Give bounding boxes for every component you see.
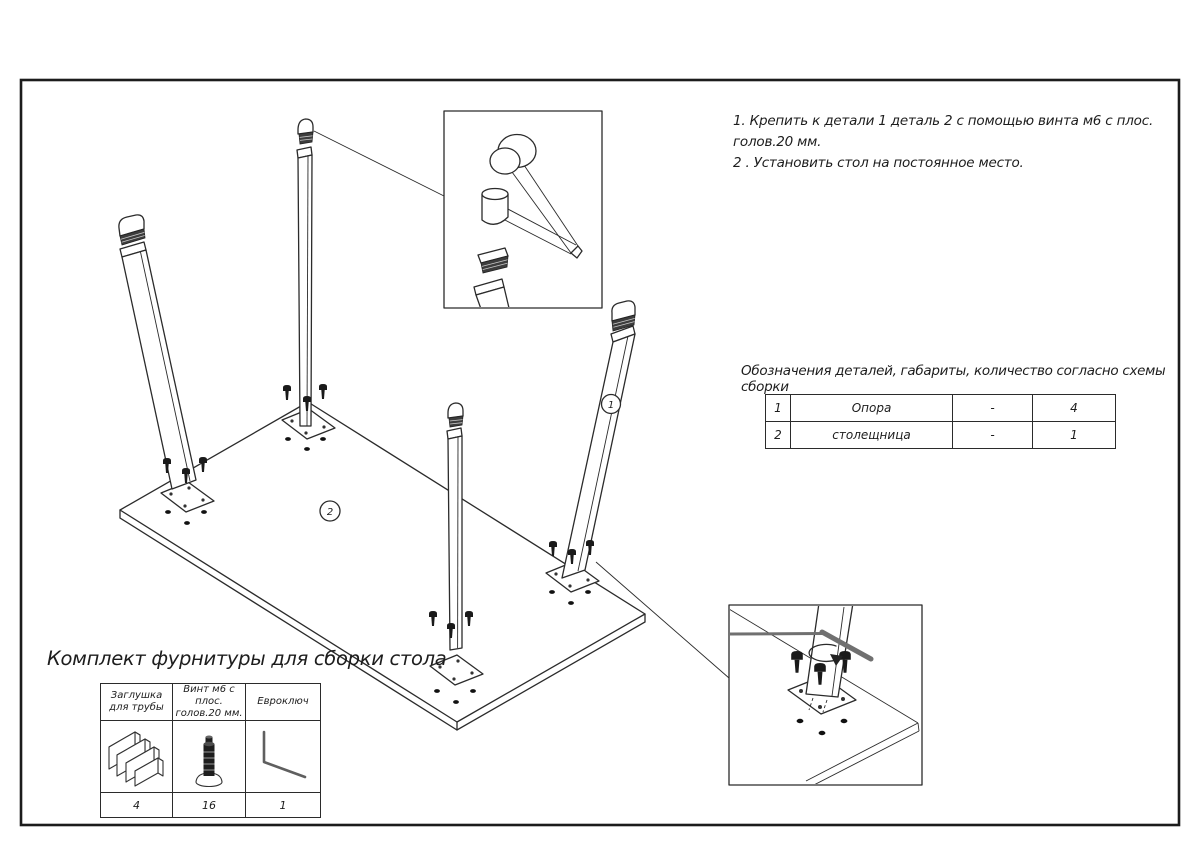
kit-col-label: Заглушка для трубы: [101, 684, 173, 721]
screw-icon: [319, 384, 327, 399]
part-dims: -: [953, 395, 1033, 422]
table-row: [101, 684, 321, 721]
svg-text:1: 1: [607, 400, 615, 411]
instruction-step-1: 1. Крепить к детали 1 деталь 2 с помощью винта м6 с плос. голов.20 мм.: [733, 113, 1154, 150]
parts-table-caption: Обозначения деталей, габариты, количество согласно схемы сборки: [741, 363, 1166, 395]
kit-qty: 4: [101, 793, 173, 818]
parts-table: [765, 394, 1116, 449]
hardware-kit-title: Комплект фурнитуры для сборки стола: [47, 647, 447, 670]
tube-plug-icon: [298, 119, 313, 134]
assembly-instructions: [733, 111, 1183, 174]
hardware-kit-table: [100, 683, 321, 818]
kit-col-label: Евроключ: [246, 684, 321, 721]
svg-text:2: 2: [326, 507, 334, 518]
part-number: 2: [766, 422, 791, 449]
tube-plug-icon: [448, 403, 463, 418]
flat-head-screw-icon: [173, 722, 245, 792]
table-row: [101, 793, 321, 818]
leg-front-left: [119, 215, 207, 489]
leg-back-left: [283, 119, 327, 426]
kit-col-label: Винт м6 с плос. голов.20 мм.: [173, 684, 246, 721]
hex-key-icon: [729, 634, 823, 635]
part-number: 1: [766, 395, 791, 422]
part-name: столещница: [791, 422, 953, 449]
balloon-part-1: [602, 395, 621, 414]
detail-view-plug: [444, 111, 602, 309]
tube-plug-icon: [101, 722, 172, 792]
screw-icon: [283, 385, 291, 400]
part-qty: 1: [1033, 422, 1116, 449]
leg-right: [549, 301, 635, 578]
part-name: Опора: [791, 395, 953, 422]
hex-key-icon: [246, 722, 320, 792]
instruction-step-2: 2 . Установить стол на постоянное место.: [733, 155, 1024, 171]
kit-qty: 1: [246, 793, 321, 818]
kit-qty: 16: [173, 793, 246, 818]
table-row: [766, 422, 1116, 449]
leader-line-plug-detail: [314, 131, 444, 196]
part-qty: 4: [1033, 395, 1116, 422]
detail-view-fastening: [729, 603, 922, 787]
part-dims: -: [953, 422, 1033, 449]
table-row: [766, 395, 1116, 422]
balloon-part-2: [320, 501, 340, 521]
table-row: [101, 721, 321, 793]
